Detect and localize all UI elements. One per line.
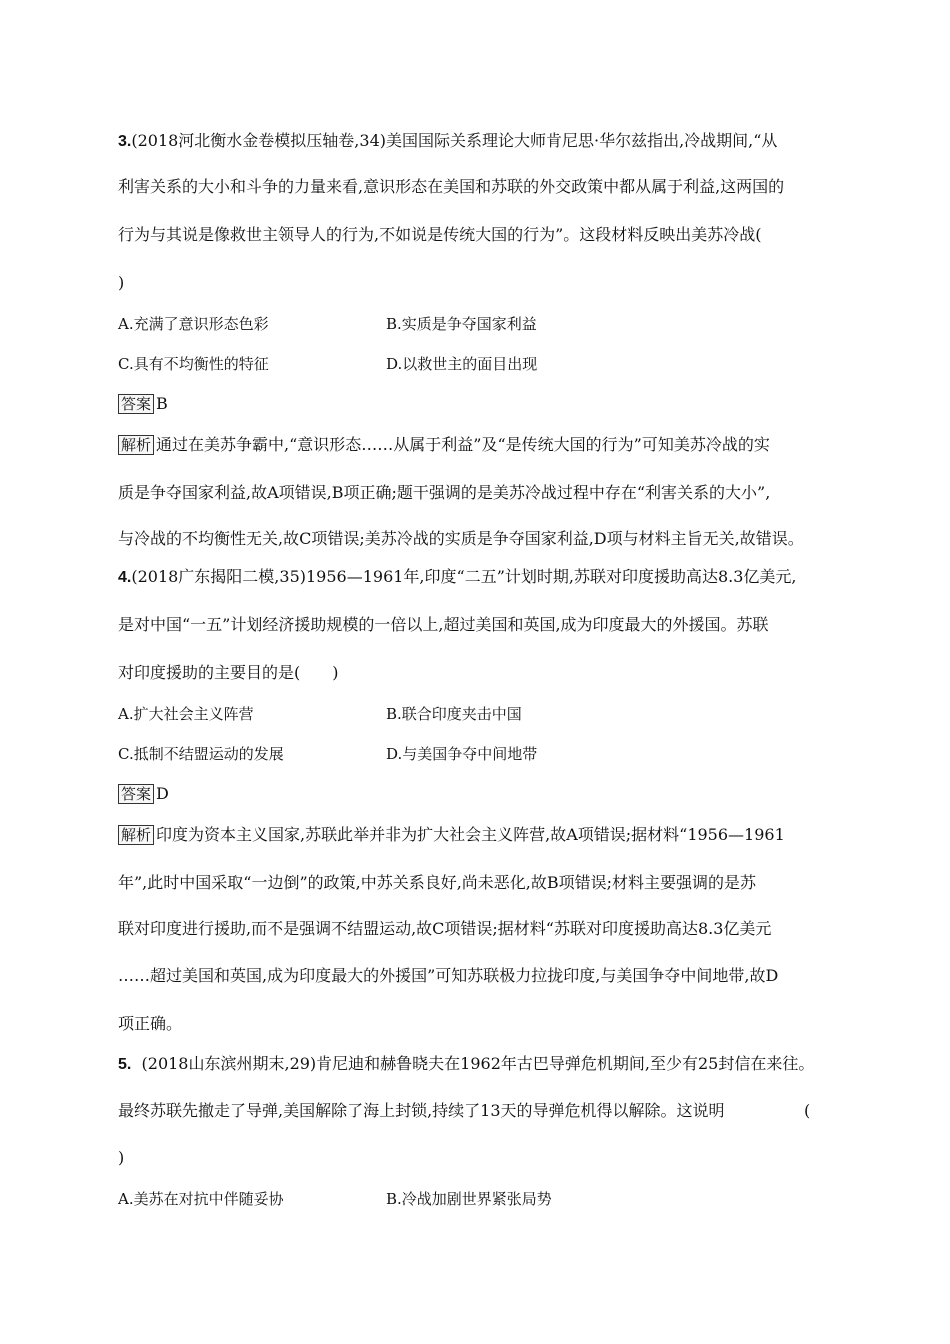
question-3-analysis-line-1: 解析 通过在美苏争霸中,“意识形态……从属于利益”及“是传统大国的行为”可知美苏冷战的实 [118,434,840,456]
question-5-paren-close: ) [118,1148,125,1167]
question-4-option-a: A.扩大社会主义阵营 [118,705,254,723]
question-4-analysis-line-3: 联对印度进行援助,而不是强调不结盟运动,故C项错误;据材料“苏联对印度援助高达8.3亿美元 [118,919,772,938]
question-4-analysis-line-2: 年”,此时中国采取“一边倒”的政策,中苏关系良好,尚未恶化,故B项错误;材料主要强调的是苏 [118,873,757,892]
question-4-line-2: 是对中国“一五”计划经济援助规模的一倍以上,超过美国和英国,成为印度最大的外援国。苏联 [118,615,769,634]
question-4-option-d: D.与美国争夺中间地带 [386,745,538,763]
answer-tag: 答案 [118,784,154,804]
answer-tag: 答案 [118,394,154,414]
question-3-line-1: 3.(2018河北衡水金卷模拟压轴卷,34)美国国际关系理论大师肯尼思·华尔兹指出,冷战期间,“从 [118,131,778,150]
question-4-analysis-line-4: ……超过美国和英国,成为印度最大的外援国”可知苏联极力拉拢印度,与美国争夺中间地带,故D [118,966,779,985]
answer-value: D [156,784,169,803]
question-5-option-b: B.冷战加剧世界紧张局势 [386,1190,552,1208]
answer-value: B [156,394,168,413]
question-number: 3. [118,133,132,150]
question-number: 4. [118,569,132,586]
question-4-line-3: 对印度援助的主要目的是( ) [118,663,339,682]
question-5-line-2: 最终苏联先撤走了导弹,美国解除了海上封锁,持续了13天的导弹危机得以解除。这说明 [118,1101,725,1120]
question-3-option-a: A.充满了意识形态色彩 [118,315,269,333]
question-3-analysis-line-2: 质是争夺国家利益,故A项错误,B项正确;题干强调的是美苏冷战过程中存在“利害关系的大小”, [118,483,771,502]
question-3-option-b: B.实质是争夺国家利益 [386,315,537,333]
question-4-answer [118,783,840,805]
question-3-line-2: 利害关系的大小和斗争的力量来看,意识形态在美国和苏联的外交政策中都从属于利益,这两国的 [118,177,785,196]
question-3-option-c: C.具有不均衡性的特征 [118,355,269,373]
question-3-line-4: ) [118,273,125,292]
question-3-answer [118,393,840,415]
analysis-tag: 解析 [118,825,154,845]
question-4-analysis-line-1: 解析 印度为资本主义国家,苏联此举并非为扩大社会主义阵营,故A项错误;据材料“1956—1961 [118,824,840,846]
question-3-option-d: D.以救世主的面目出现 [386,355,538,373]
question-4-option-b: B.联合印度夹击中国 [386,705,522,723]
question-3-line-3: 行为与其说是像救世主领导人的行为,不如说是传统大国的行为”。这段材料反映出美苏冷战( [118,225,762,244]
question-4-line-1: 4.(2018广东揭阳二模,35)1956—1961年,印度“二五”计划时期,苏联对印度援助高达8.3亿美元, [118,567,797,586]
question-5-option-a: A.美苏在对抗中伴随妥协 [118,1190,284,1208]
question-4-option-c: C.抵制不结盟运动的发展 [118,745,284,763]
question-4-analysis-line-5: 项正确。 [118,1014,183,1033]
question-3-analysis-line-3: 与冷战的不均衡性无关,故C项错误;美苏冷战的实质是争夺国家利益,D项与材料主旨无关,故错误。 [118,529,804,548]
question-number: 5. [118,1056,132,1073]
question-5-paren-open: ( [804,1101,811,1120]
question-5-line-1: 5. (2018山东滨州期末,29)肯尼迪和赫鲁晓夫在1962年古巴导弹危机期间,至少有25封信在来往。 [118,1054,815,1073]
analysis-tag: 解析 [118,435,154,455]
